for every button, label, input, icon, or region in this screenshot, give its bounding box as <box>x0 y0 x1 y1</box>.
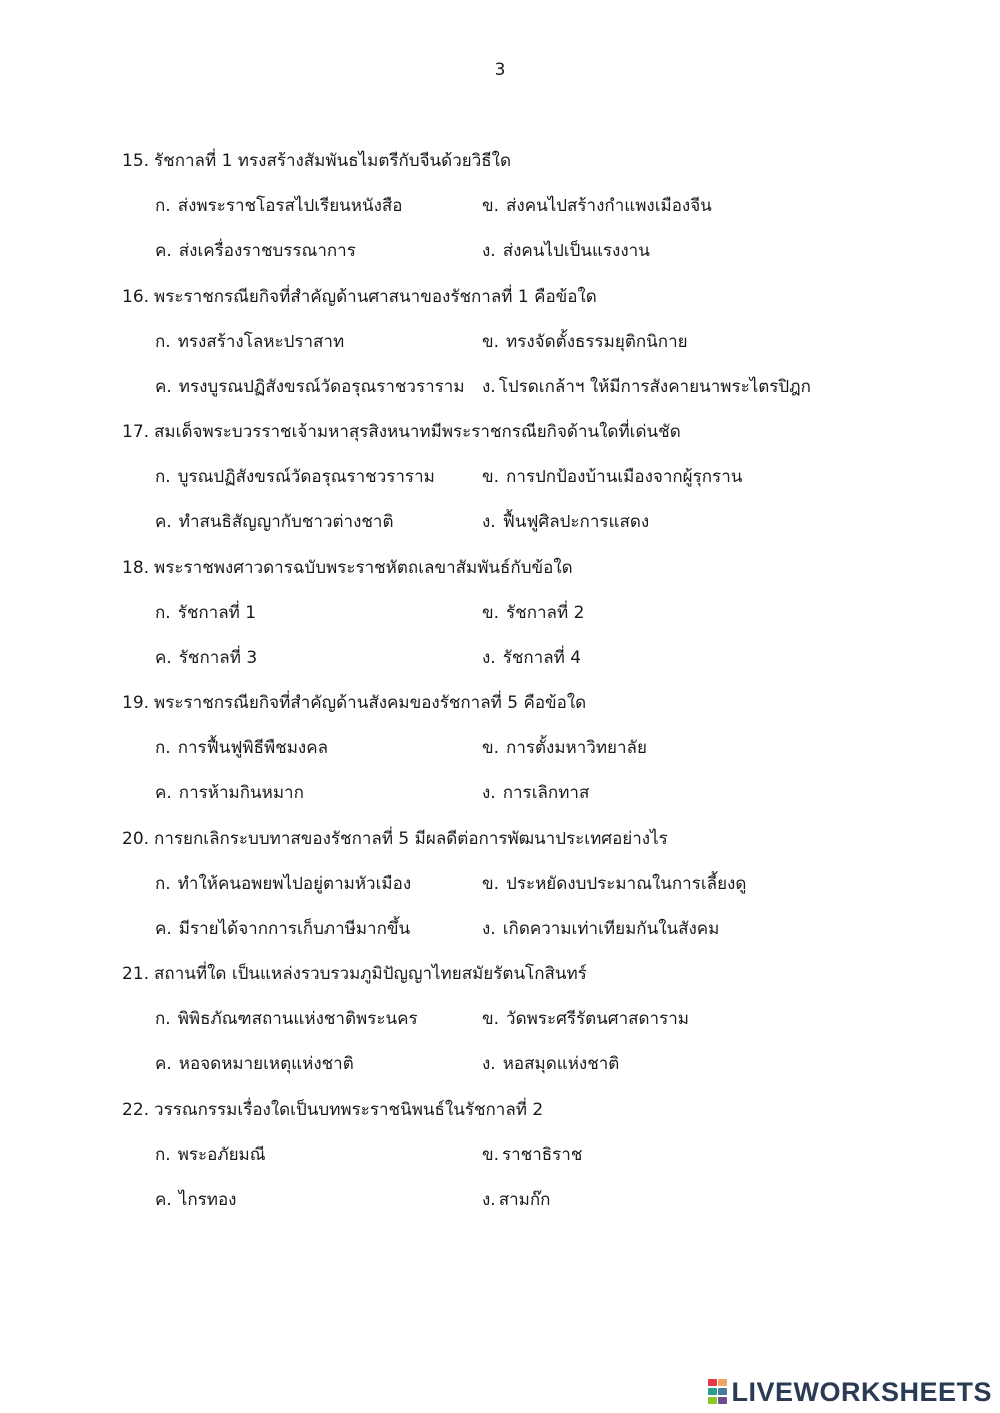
option-c <box>155 1183 236 1217</box>
option-letter: ง. <box>482 647 496 668</box>
question-18 <box>122 551 922 687</box>
option-letter: ข. <box>482 873 500 894</box>
option-d <box>482 370 811 404</box>
option-letter: ข. <box>482 467 500 487</box>
option-b <box>482 596 584 630</box>
question-list <box>122 144 922 1228</box>
option-letter: ข. <box>482 1144 500 1165</box>
question-text <box>122 551 573 585</box>
liveworksheets-brand[interactable] <box>708 1377 992 1407</box>
question-text <box>122 686 586 720</box>
option-c <box>155 912 410 946</box>
option-b <box>482 731 647 765</box>
option-b <box>482 867 746 901</box>
option-text: ทรงสร้างโลหะปราสาท <box>177 331 345 352</box>
option-text: ทรงจัดตั้งธรรมยุติกนิกาย <box>506 331 688 352</box>
liveworksheets-logo-icon <box>708 1379 728 1405</box>
option-letter: ง. <box>482 918 496 939</box>
option-text: ส่งพระราชโอรสไปเรียนหนังสือ <box>177 196 403 216</box>
option-b <box>482 325 688 359</box>
option-text: เกิดความเท่าเทียมกันในสังคม <box>502 918 720 939</box>
option-text: รัชกาลที่ 4 <box>502 647 582 668</box>
question-stem: สมเด็จพระบวรราชเจ้ามหาสุรสิงหนาทมีพระราชกรณียกิจด้านใดที่เด่นชัด <box>154 422 681 442</box>
option-text: การตั้งมหาวิทยาลัย <box>506 738 647 758</box>
question-stem: พระราชกรณียกิจที่สำคัญด้านศาสนาของรัชกาลที่ 1 คือข้อใด <box>154 286 597 307</box>
option-text: รัชกาลที่ 2 <box>506 602 585 623</box>
logo-cell <box>718 1379 727 1386</box>
option-text: การฟื้นฟูพิธีพืชมงคล <box>177 738 328 758</box>
option-letter: ข. <box>482 602 500 623</box>
option-text: สามก๊ก <box>498 1189 551 1210</box>
option-text: หอสมุดแห่งชาติ <box>502 1054 620 1074</box>
question-16 <box>122 280 922 416</box>
option-text: ส่งคนไปสร้างกำแพงเมืองจีน <box>506 196 712 216</box>
question-text <box>122 957 587 991</box>
option-text: ส่งคนไปเป็นแรงงาน <box>502 241 650 261</box>
option-text: ฟื้นฟูศิลปะการแสดง <box>502 512 650 532</box>
question-19 <box>122 686 922 822</box>
option-text: ส่งเครื่องราชบรรณาการ <box>178 241 356 261</box>
option-text: หอจดหมายเหตุแห่งชาติ <box>178 1054 354 1074</box>
option-c <box>155 234 356 268</box>
option-letter: ก. <box>155 1144 171 1165</box>
option-a <box>155 731 328 765</box>
question-number: 20. <box>122 828 150 849</box>
question-number: 21. <box>122 964 150 984</box>
logo-cell <box>708 1379 717 1386</box>
option-c <box>155 1047 354 1081</box>
option-c <box>155 776 304 810</box>
option-text: ทำให้คนอพยพไปอยู่ตามหัวเมือง <box>177 873 412 894</box>
option-d <box>482 234 650 268</box>
question-stem: การยกเลิกระบบทาสของรัชกาลที่ 5 มีผลดีต่อการพัฒนาประเทศอย่างไร <box>154 828 668 849</box>
option-letter: ข. <box>482 331 500 352</box>
question-text <box>122 822 668 856</box>
option-a <box>155 596 256 630</box>
option-text: มีรายได้จากการเก็บภาษีมากขึ้น <box>178 918 411 939</box>
option-letter: ก. <box>155 873 171 894</box>
brand-text: LIVEWORKSHEETS <box>731 1377 992 1407</box>
option-letter: ค. <box>155 918 172 939</box>
logo-cell <box>708 1397 717 1404</box>
question-text <box>122 280 597 314</box>
option-letter: ง. <box>482 512 496 532</box>
option-text: การเลิกทาส <box>502 783 590 803</box>
option-letter: ข. <box>482 1009 500 1029</box>
option-text: พิพิธภัณฑสถานแห่งชาติพระนคร <box>177 1009 418 1029</box>
option-letter: ค. <box>155 647 172 668</box>
option-letter: ก. <box>155 1009 171 1029</box>
question-21 <box>122 957 922 1093</box>
logo-cell <box>708 1388 717 1395</box>
logo-cell <box>718 1397 727 1404</box>
option-c <box>155 370 465 404</box>
option-a <box>155 1002 418 1036</box>
option-text: รัชกาลที่ 3 <box>178 647 258 668</box>
option-text: รัชกาลที่ 1 <box>177 602 257 623</box>
option-text: พระอภัยมณี <box>177 1144 266 1165</box>
option-d <box>482 1047 619 1081</box>
option-c <box>155 641 257 675</box>
option-letter: ข. <box>482 196 500 216</box>
question-number: 19. <box>122 693 150 713</box>
question-text <box>122 144 511 178</box>
option-a <box>155 325 344 359</box>
question-17 <box>122 415 922 551</box>
option-letter: ค. <box>155 512 172 532</box>
option-text: วัดพระศรีรัตนศาสดาราม <box>506 1009 689 1029</box>
option-letter: ค. <box>155 1054 172 1074</box>
option-text: การปกป้องบ้านเมืองจากผู้รุกราน <box>506 467 743 487</box>
option-text: บูรณปฏิสังขรณ์วัดอรุณราชวราราม <box>177 467 435 487</box>
option-letter: ง. <box>482 241 496 261</box>
option-d <box>482 505 649 539</box>
option-a <box>155 1138 266 1172</box>
logo-cell <box>718 1388 727 1395</box>
option-letter: ก. <box>155 196 171 216</box>
question-number: 22. <box>122 1099 150 1120</box>
option-letter: ค. <box>155 1189 172 1210</box>
option-d <box>482 912 719 946</box>
option-b <box>482 460 742 494</box>
option-a <box>155 460 435 494</box>
option-letter: ค. <box>155 783 172 803</box>
option-letter: ก. <box>155 738 171 758</box>
option-text: ไกรทอง <box>178 1189 237 1210</box>
option-b <box>482 1002 689 1036</box>
option-a <box>155 867 411 901</box>
option-letter: ค. <box>155 376 172 397</box>
option-text: ทำสนธิสัญญากับชาวต่างชาติ <box>178 512 394 532</box>
question-stem: วรรณกรรมเรื่องใดเป็นบทพระราชนิพนธ์ในรัชกาลที่ 2 <box>154 1099 544 1120</box>
question-stem: พระราชกรณียกิจที่สำคัญด้านสังคมของรัชกาลที่ 5 คือข้อใด <box>154 693 587 713</box>
option-text: ราชาธิราช <box>502 1144 583 1165</box>
question-15 <box>122 144 922 280</box>
question-stem: สถานที่ใด เป็นแหล่งรวบรวมภูมิปัญญาไทยสมัยรัตนโกสินทร์ <box>154 964 587 984</box>
question-20 <box>122 822 922 958</box>
option-letter: ก. <box>155 602 171 623</box>
question-number: 17. <box>122 422 150 442</box>
question-text <box>122 415 681 449</box>
option-letter: ข. <box>482 738 500 758</box>
option-text: ทรงบูรณปฏิสังขรณ์วัดอรุณราชวราราม <box>178 376 465 397</box>
option-b <box>482 189 712 223</box>
option-text: ประหยัดงบประมาณในการเลี้ยงดู <box>506 873 747 894</box>
option-letter: ง. <box>482 376 496 397</box>
option-letter: ง. <box>482 1189 496 1210</box>
page-number: 3 <box>494 60 506 80</box>
question-stem: รัชกาลที่ 1 ทรงสร้างสัมพันธไมตรีกับจีนด้วยวิธีใด <box>154 151 511 171</box>
option-b <box>482 1138 582 1172</box>
option-text: โปรดเกล้าฯ ให้มีการสังคายนาพระไตรปิฎก <box>498 376 811 397</box>
option-letter: ง. <box>482 1054 496 1074</box>
question-stem: พระราชพงศาวดารฉบับพระราชหัตถเลขาสัมพันธ์กับข้อใด <box>154 557 573 578</box>
question-22 <box>122 1093 922 1229</box>
option-d <box>482 641 581 675</box>
option-d <box>482 776 589 810</box>
option-a <box>155 189 403 223</box>
question-number: 16. <box>122 286 150 307</box>
option-d <box>482 1183 550 1217</box>
option-text: การห้ามกินหมาก <box>178 783 304 803</box>
question-number: 18. <box>122 557 150 578</box>
question-number: 15. <box>122 151 150 171</box>
option-letter: ก. <box>155 467 171 487</box>
question-text <box>122 1093 543 1127</box>
option-letter: ง. <box>482 783 496 803</box>
option-c <box>155 505 394 539</box>
option-letter: ค. <box>155 241 172 261</box>
option-letter: ก. <box>155 331 171 352</box>
